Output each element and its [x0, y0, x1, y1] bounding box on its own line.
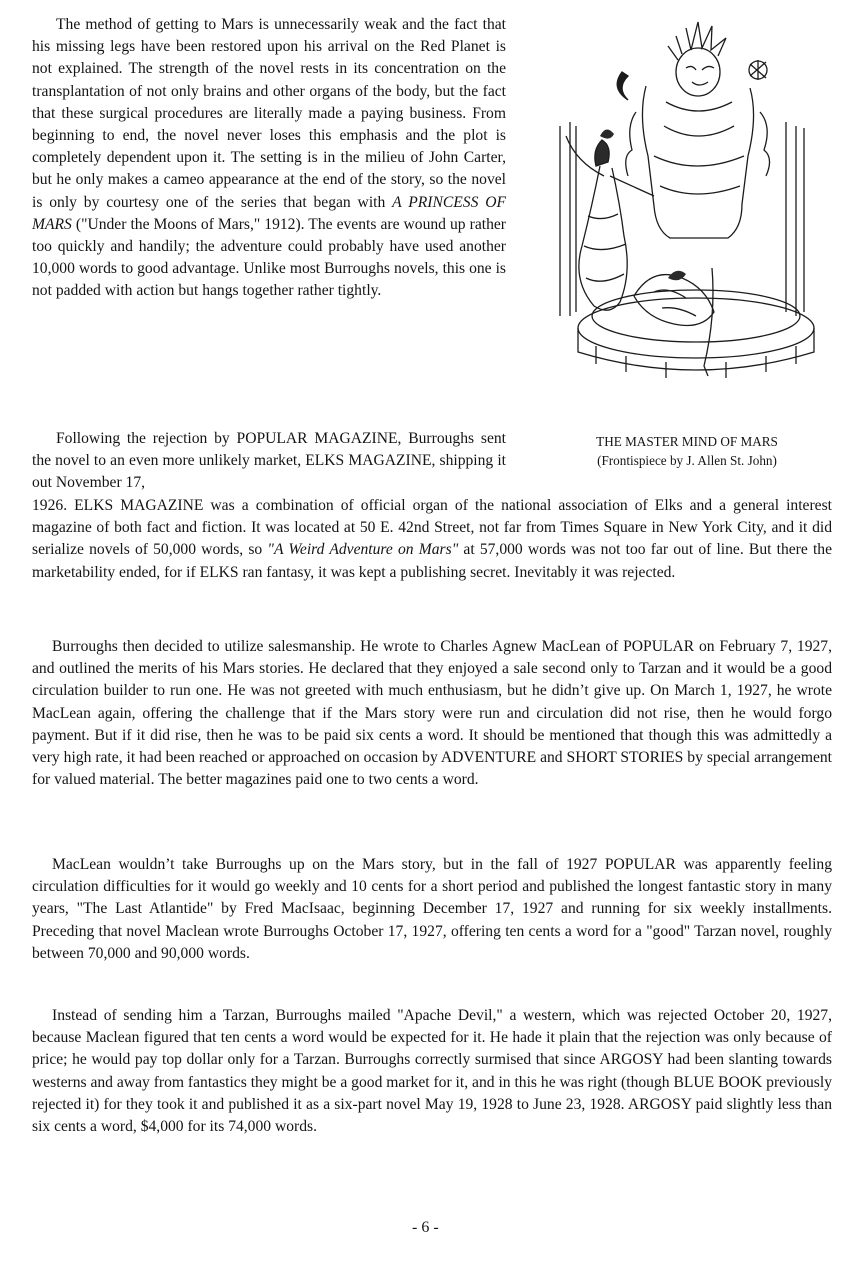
paragraph-2-continuation	[32, 495, 832, 584]
figure-caption	[532, 432, 842, 470]
paragraph-5-text: Instead of sending him a Tarzan, Burroughs mailed "Apache Devil," a western, which was rejected October 20, 1927, because Maclean figured that ten cents a word would be expected for it. He hade it plain that the rejection was only because of price; he would pay top dollar only for a Tarzan. Burroughs correctly surmised that since ARGOSY had been slanting towards westerns and away from fantastics they might be a good market for it, and in this he was right (though BLUE BOOK previously rejected it) for they took it and published it as a six-part novel May 19, 1928 to June 23, 1928. ARGOSY paid slightly less than six cents a word, $4,000 for its 74,000 words.	[32, 1007, 832, 1136]
paragraph-2-lead	[32, 428, 506, 495]
paragraph-1-text: The method of getting to Mars is unnecessarily weak and the fact that his missing legs have been restored upon his arrival on the Red Planet is not explained. The strength of the novel rests in its concentration on the transplantation of not only brains and other organs of the body, but the fact that these surgical procedures are literally made a paying business. From beginning to end, the novel never loses this emphasis and the plot is completely dependent upon it. The setting is in the milieu of John Carter, but he only makes a cameo appearance at the end of the story, so the novel is only by courtesy one of the series that began with	[32, 16, 506, 211]
caption-title: THE MASTER MIND OF MARS	[596, 434, 778, 449]
paragraph-1	[32, 14, 506, 303]
paragraph-4-text: MacLean wouldn’t take Burroughs up on the Mars story, but in the fall of 1927 POPULAR was apparently feeling circulation difficulties for it would go weekly and 10 cents for a short period and published the longest fantastic story in many years, "The Last Atlantide" by Fred MacIsaac, beginning December 17, 1927 and running for six weekly installments. Preceding that novel Maclean wrote Burroughs October 17, 1927, offering ten cents a word for a "good" Tarzan novel, roughly between 70,000 and 90,000 words.	[32, 856, 832, 962]
paragraph-3-text: Burroughs then decided to utilize salesmanship. He wrote to Charles Agnew MacLean of POPULAR on February 7, 1927, and outlined the merits of his Mars stories. He declared that they enjoyed a sale second only to Tarzan and it would be a good circulation builder to run one. He was not greeted with much enthusiasm, but he didn’t give up. On March 1, 1927, he wrote MacLean again, offering the challenge that if the Mars story were run and circulation did not rise, then he would forgo payment. But if it did rise, then he was to be paid six cents a word. It should be mentioned that though this was admittedly a very high rate, it had been reached or approached on occasion by ADVENTURE and SHORT STORIES by special arrangement for valued material. The better magazines paid one to two cents a word.	[32, 638, 832, 789]
paragraph-2-title: "A Weird Adventure on Mars"	[267, 541, 459, 559]
paragraph-3	[32, 636, 832, 791]
paragraph-1-title: A PRINCESS OF MARS	[32, 193, 506, 233]
paragraph-2-lead-text: Following the rejection by POPULAR MAGAZINE, Burroughs sent the novel to an even more unlikely market, ELKS MAGAZINE, shipping it out November 17,	[32, 430, 506, 492]
frontispiece-illustration	[536, 16, 822, 420]
paragraph-4	[32, 854, 832, 965]
paragraph-2-text-b: at 57,000 words was not too far out of line. But there the marketability ended, for if ELKS ran fantasy, it was kept a publishing secret. Inevitably it was rejected.	[32, 541, 832, 581]
paragraph-2-text-a: 1926. ELKS MAGAZINE was a combination of official organ of the national association of Elks and a general interest magazine of both fact and fiction. It was located at 50 E. 42nd Street, not far from Times Square in New York City, and it did serialize novels of 50,000 words, so	[32, 497, 832, 559]
paragraph-1-end: ("Under the Moons of Mars," 1912). The events are wound up rather too quickly and handily; the adventure could probably have used another 10,000 words to good advantage. Unlike most Burroughs novels, this one is not padded with action but hangs together rather tightly.	[32, 215, 506, 300]
paragraph-5	[32, 1005, 832, 1138]
illustration-art	[536, 16, 822, 420]
caption-credit: (Frontispiece by J. Allen St. John)	[597, 453, 777, 468]
page-number: - 6 -	[412, 1219, 439, 1236]
